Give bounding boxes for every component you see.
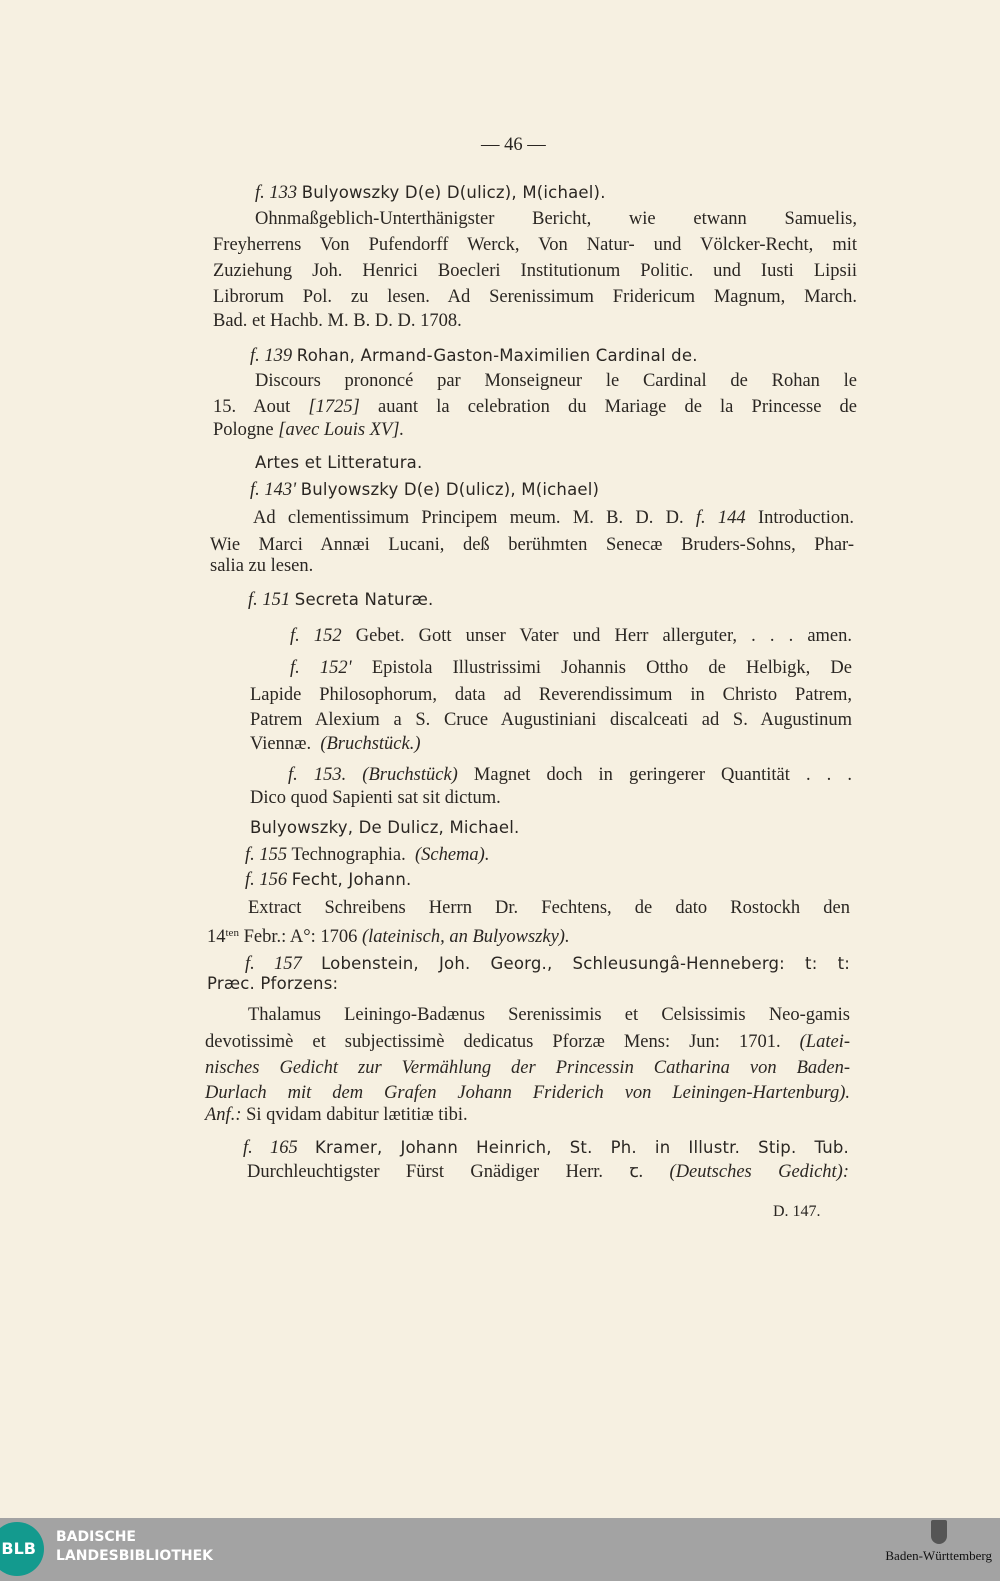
text-line: Extract Schreibens Herrn Dr. Fechtens, de dato Rostockh den — [248, 898, 850, 918]
text-line: Bad. et Hachb. M. B. D. D. 1708. — [213, 311, 462, 331]
text-line — [253, 507, 854, 529]
text: 14 — [207, 927, 226, 947]
entry-heading — [248, 589, 433, 611]
text: Introduction. — [757, 508, 855, 528]
text: Epistola Illustrissimi Johannis Ottho de Helbigk, De — [371, 658, 852, 678]
text-line: Durlach mit dem Grafen Johann Friderich von Leiningen-Hartenburg). — [205, 1083, 850, 1103]
text: Magnet doch in geringerer Quantität . . . — [473, 765, 852, 785]
text-line — [290, 657, 852, 679]
folio: f. 153. (Bruchstück) — [288, 765, 458, 785]
library-line2: LANDESBIBLIOTHEK — [56, 1548, 214, 1564]
text-line — [205, 1031, 850, 1053]
text: Ad clementissimum Principem meum. M. B. D. D. — [253, 508, 684, 528]
section-heading: Artes et Litteratura. — [255, 453, 423, 472]
text: Pologne — [213, 420, 274, 440]
text-line: Freyherrens Von Pufendorff Werck, Von Natur- und Völcker-Recht, mit — [213, 235, 857, 255]
text-line: Patrem Alexium a S. Cruce Augustiniani discalceati ad S. Augustinum — [250, 710, 852, 730]
text-line — [290, 625, 852, 647]
text-line — [247, 1161, 849, 1183]
author: Lobenstein, Joh. Georg., Schleusungâ-Henneberg: t: t: — [321, 954, 850, 973]
state-name: Baden-Württemberg — [885, 1548, 992, 1563]
folio: f. 165 — [243, 1138, 298, 1158]
text-line: Ohnmaßgeblich-Unterthänigster Bericht, wie etwann Samuelis, — [255, 209, 857, 229]
author: Fecht, Johann. — [291, 870, 412, 889]
page-number: — 46 — — [481, 135, 546, 155]
text-line: Discours prononcé par Monseigneur le Cardinal de Rohan le — [255, 371, 857, 391]
text-line — [213, 419, 404, 441]
note: (lateinisch, an Bulyowszky). — [362, 927, 570, 947]
folio: f. 143' — [250, 480, 297, 500]
note: (Bruchstück.) — [320, 734, 421, 754]
text: Viennæ. — [250, 734, 312, 754]
entry-heading — [245, 844, 489, 866]
text-line: nisches Gedicht zur Vermählung der Princessin Catharina von Baden- — [205, 1058, 850, 1078]
text-line: Præc. Pforzens: — [207, 974, 339, 993]
text-line: Lapide Philosophorum, data ad Reverendissimum in Christo Patrem, — [250, 685, 852, 705]
folio: f. 156 — [245, 870, 288, 890]
text: 15. Aout — [213, 397, 291, 417]
author: Kramer, Johann Heinrich, St. Ph. in Illustr. Stip. Tub. — [315, 1138, 850, 1157]
blb-logo[interactable]: BLB — [0, 1522, 44, 1576]
title: Secreta Naturæ. — [294, 590, 434, 609]
baden-wuerttemberg-logo[interactable] — [885, 1520, 992, 1564]
text-line: Thalamus Leiningo-Badænus Serenissimis et Celsissimis Neo-gamis — [248, 1005, 850, 1025]
folio: f. 151 — [248, 590, 291, 610]
folio: f. 155 — [245, 845, 288, 865]
author: Bulyowszky D(e) D(ulicz), M(ichael). — [301, 183, 606, 202]
library-line1: BADISCHE — [56, 1529, 136, 1545]
folio: f. 152 — [290, 626, 342, 646]
text-line: Librorum Pol. zu lesen. Ad Serenissimum Fridericum Magnum, March. — [213, 287, 857, 307]
footer-bar — [0, 1518, 1000, 1581]
text-line — [250, 733, 421, 755]
library-name[interactable] — [56, 1528, 213, 1566]
folio: f. 133 — [255, 183, 298, 203]
entry-heading — [245, 869, 411, 891]
note: [avec Louis XV]. — [278, 420, 405, 440]
folio: f. 157 — [245, 954, 302, 974]
note: (Schema). — [414, 845, 490, 865]
note: (Latei- — [799, 1032, 850, 1052]
text-line: salia zu lesen. — [210, 556, 314, 576]
text-line: Dico quod Sapienti sat sit dictum. — [250, 788, 501, 808]
text: Durchleuchtigster Fürst Gnädiger Herr. ꞇ. — [247, 1162, 644, 1182]
folio: f. 152' — [290, 658, 352, 678]
coat-of-arms-icon — [931, 1520, 947, 1544]
author: Bulyowszky D(e) D(ulicz), M(ichael) — [300, 480, 600, 499]
text-line: Zuziehung Joh. Henrici Boecleri Institutionum Politic. und Iusti Lipsii — [213, 261, 857, 281]
entry-heading — [245, 953, 850, 975]
text: auant la celebration du Mariage de la Princesse de — [377, 397, 858, 417]
text: Si qvidam dabitur lætitiæ tibi. — [246, 1105, 468, 1125]
text-line — [205, 1104, 468, 1126]
title: Technographia. — [291, 845, 406, 865]
entry-heading — [250, 479, 599, 501]
text: Gebet. Gott unser Vater und Herr allerguter, . . . amen. — [355, 626, 853, 646]
text-line — [288, 764, 852, 786]
folio: f. 144 — [695, 508, 746, 528]
signature-mark: D. 147. — [773, 1203, 821, 1220]
note: Anf.: — [205, 1105, 242, 1125]
author: Rohan, Armand-Gaston-Maximilien Cardinal de. — [296, 346, 698, 365]
text: devotissimè et subjectissimè dedicatus Pforzæ Mens: Jun: 1701. — [205, 1032, 781, 1052]
date-note: [1725] — [308, 397, 360, 417]
text-line — [213, 396, 857, 418]
section-heading: Bulyowszky, De Dulicz, Michael. — [250, 818, 520, 837]
text-line: Wie Marci Annæi Lucani, deß berühmten Senecæ Bruders-Sohns, Phar- — [210, 535, 854, 555]
note: (Deutsches Gedicht): — [669, 1162, 849, 1182]
superscript: ten — [225, 927, 239, 939]
entry-heading — [243, 1137, 849, 1159]
text: Febr.: A°: 1706 — [243, 927, 358, 947]
folio: f. 139 — [250, 346, 293, 366]
entry-heading — [250, 345, 698, 367]
text-line — [207, 922, 570, 948]
entry-heading — [255, 182, 606, 204]
